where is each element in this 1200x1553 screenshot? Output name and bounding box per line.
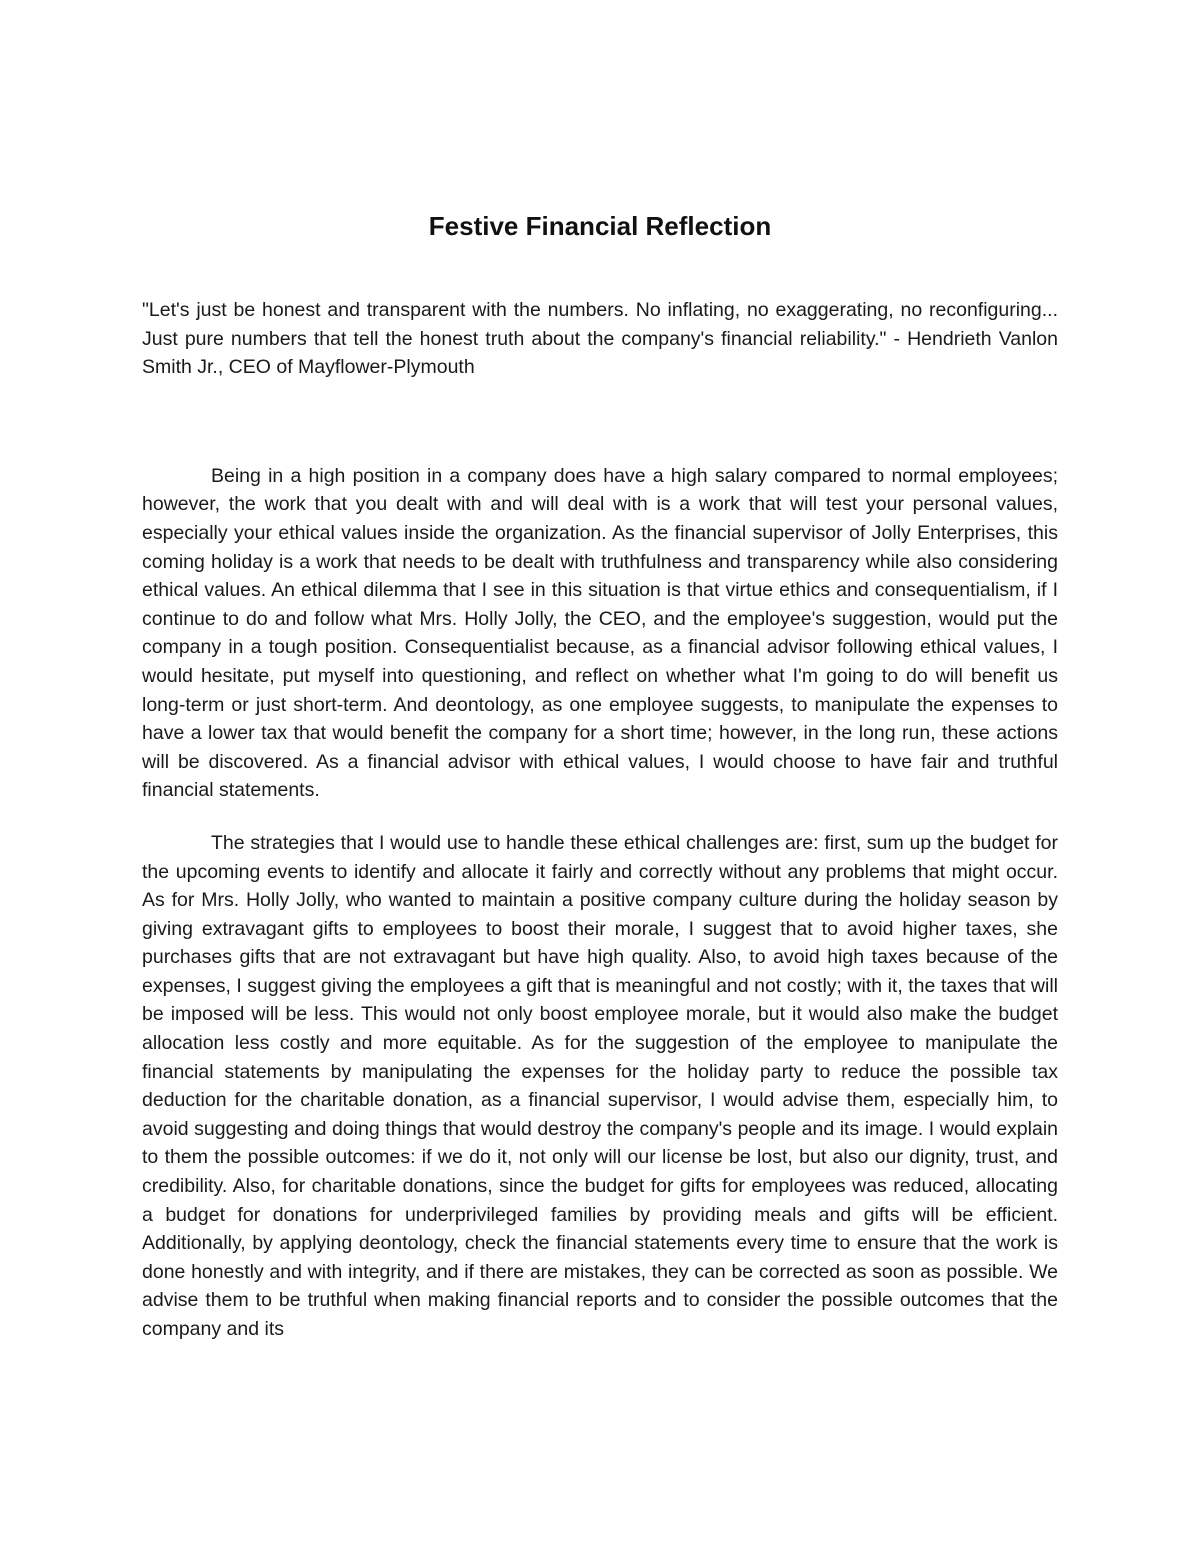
- epigraph-quote: "Let's just be honest and transparent with the numbers. No inflating, no exaggerating, no reconfiguring... Just pure numbers that tell the honest truth about the company's financial reliability." - Hendrieth Vanlon Smith Jr., CEO of Mayflower-Plymouth: [142, 299, 1058, 379]
- document-title: Festive Financial Reflection: [428, 211, 772, 241]
- body-paragraph-1: Being in a high position in a company does have a high salary compared to normal employees; however, the work that you dealt with and will deal with is a work that will test your personal values, especially your ethical values inside the organization. As the financial supervisor of Jolly Enterprises, this coming holiday is a work that needs to be dealt with truthfulness and transparency while also considering ethical values. An ethical dilemma that I see in this situation is that virtue ethics and consequentialism, if I continue to do and follow what Mrs. Holly Jolly, the CEO, and the employee's suggestion, would put the company in a tough position. Consequentialist because, as a financial advisor following ethical values, I would hesitate, put myself into questioning, and reflect on whether what I'm going to do will benefit us long-term or just short-term. And deontology, as one employee suggests, to manipulate the expenses to have a lower tax that would benefit the company for a short time; however, in the long run, these actions will be discovered. As a financial advisor with ethical values, I would choose to have fair and truthful financial statements.: [142, 464, 1058, 802]
- document-body: [142, 208, 1058, 1344]
- body-paragraph-2: The strategies that I would use to handle these ethical challenges are: first, sum up the budget for the upcoming events to identify and allocate it fairly and correctly without any problems that might occur. As for Mrs. Holly Jolly, who wanted to maintain a positive company culture during the holiday season by giving extravagant gifts to employees to boost their morale, I suggest that to avoid higher taxes, she purchases gifts that are not extravagant but have high quality. Also, to avoid high taxes because of the expenses, I suggest giving the employees a gift that is meaningful and not costly; with it, the taxes that will be imposed will be less. This would not only boost employee morale, but it would also make the budget allocation less costly and more equitable. As for the suggestion of the employee to manipulate the financial statements by manipulating the expenses for the holiday party to reduce the possible tax deduction for the charitable donation, as a financial supervisor, I would advise them, especially him, to avoid suggesting and doing things that would destroy the company's people and its image. I would explain to them the possible outcomes: if we do it, not only will our license be lost, but also our dignity, trust, and credibility. Also, for charitable donations, since the budget for gifts for employees was reduced, allocating a budget for donations for underprivileged families by providing meals and gifts will be efficient. Additionally, by applying deontology, check the financial statements every time to ensure that the work is done honestly and with integrity, and if there are mistakes, they can be corrected as soon as possible. We advise them to be truthful when making financial reports and to consider the possible outcomes that the company and its: [142, 831, 1058, 1340]
